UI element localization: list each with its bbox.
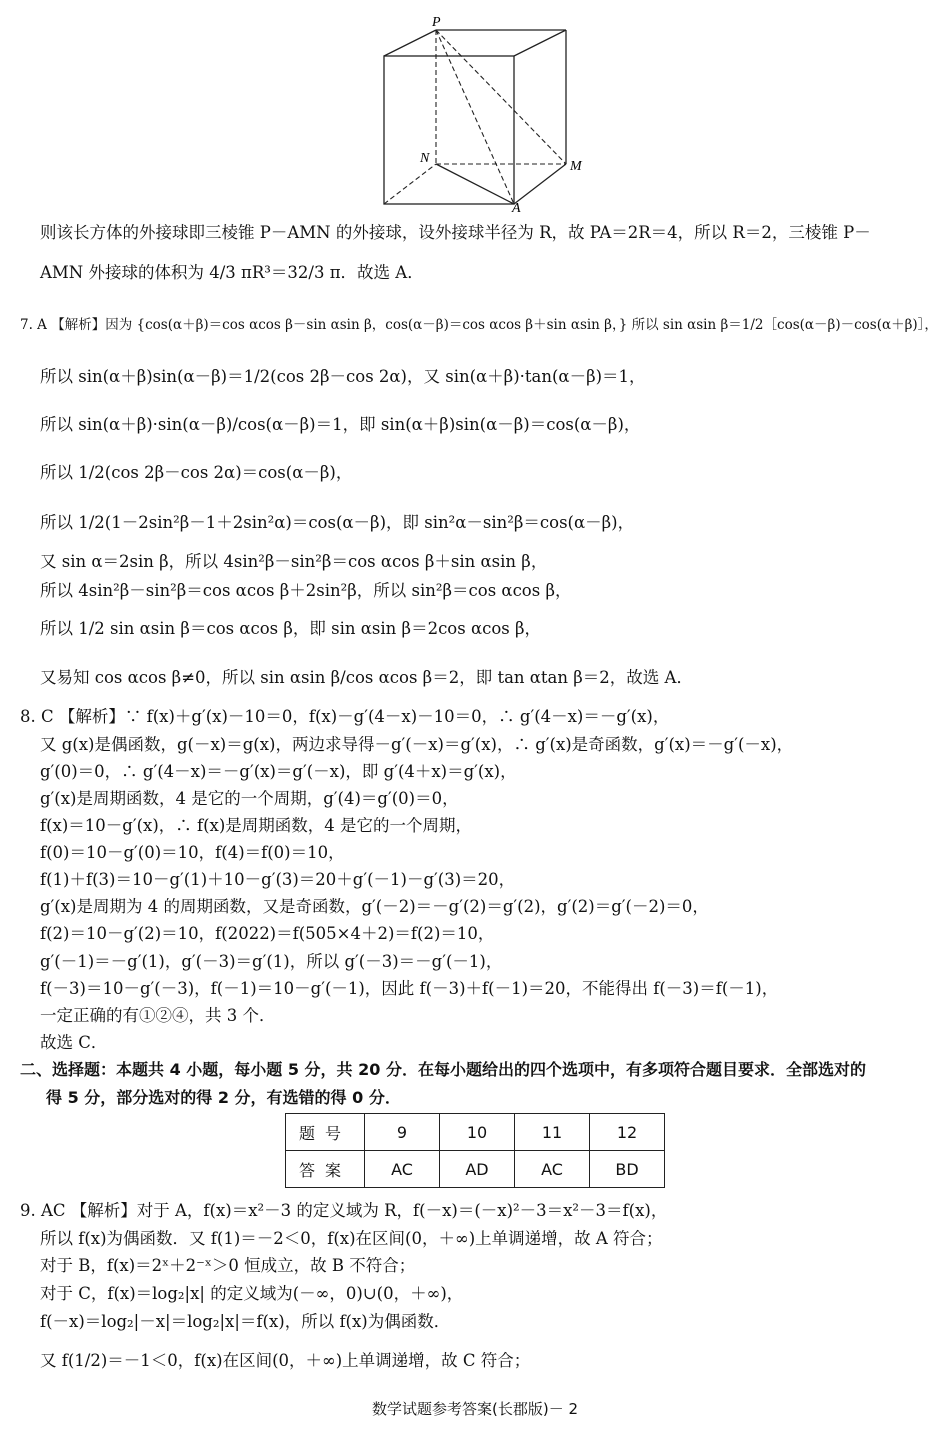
q7-line-5: 又 sin α＝2sin β，所以 4sin²β－sin²β＝cos αcos β＋sin αsin β，	[40, 552, 548, 571]
answer-table	[285, 1113, 665, 1188]
q9-line-1: 所以 f(x)为偶函数．又 f(1)＝－2＜0，f(x)在区间(0，＋∞)上单调递增，故 A 符合；	[40, 1229, 663, 1248]
table-header-label: 题号	[286, 1114, 365, 1151]
q8-line-4: f(x)＝10－g′(x)，∴ f(x)是周期函数，4 是它的一个周期，	[40, 816, 473, 835]
table-answer-label: 答案	[286, 1151, 365, 1188]
table-cell-q10: 10	[440, 1114, 515, 1151]
label-A: A	[512, 201, 521, 212]
label-P: P	[432, 15, 441, 30]
q8-line-0: 8. C 【解析】∵ f(x)＋g′(x)－10＝0，f(x)－g′(4－x)－10＝0，∴ g′(4－x)＝－g′(x)，	[20, 707, 670, 726]
table-cell-q12: 12	[590, 1114, 665, 1151]
table-cell-q9: 9	[365, 1114, 440, 1151]
q6-line-2: AMN 外接球的体积为 4/3 πR³＝32/3 π．故选 A．	[40, 263, 424, 282]
table-cell-a10: AD	[440, 1151, 515, 1188]
q8-line-6: f(1)＋f(3)＝10－g′(1)＋10－g′(3)＝20＋g′(－1)－g′(3)＝20，	[40, 870, 516, 889]
q8-line-3: g′(x)是周期函数，4 是它的一个周期，g′(4)＝g′(0)＝0，	[40, 789, 459, 808]
q7-line-3: 所以 1/2(cos 2β－cos 2α)＝cos(α－β)，	[40, 463, 353, 482]
q7-line-6: 所以 4sin²β－sin²β＝cos αcos β＋2sin²β，所以 sin²β＝cos αcos β，	[40, 581, 572, 600]
label-M: M	[570, 159, 582, 174]
q9-line-5: 又 f(1/2)＝－1＜0，f(x)在区间(0，＋∞)上单调递增，故 C 符合；	[40, 1351, 531, 1370]
label-N: N	[420, 151, 430, 166]
q8-line-9: g′(－1)＝－g′(1)，g′(－3)＝g′(1)，所以 g′(－3)＝－g′(－1)，	[40, 952, 503, 971]
q9-line-3: 对于 C，f(x)＝log₂|x| 的定义域为(－∞，0)∪(0，＋∞)，	[40, 1284, 464, 1303]
table-cell-a12: BD	[590, 1151, 665, 1188]
q8-line-7: g′(x)是周期为 4 的周期函数，又是奇函数，g′(－2)＝－g′(2)＝g′(2)，g′(2)＝g′(－2)＝0，	[40, 897, 709, 916]
q9-line-4: f(－x)＝log₂|－x|＝log₂|x|＝f(x)，所以 f(x)为偶函数．	[40, 1312, 451, 1331]
q7-line-7: 所以 1/2 sin αsin β＝cos αcos β，即 sin αsin β＝2cos αcos β，	[40, 619, 542, 638]
q8-line-11: 一定正确的有①②④，共 3 个．	[40, 1006, 276, 1025]
q6-line-1: 则该长方体的外接球即三棱锥 P－AMN 的外接球，设外接球半径为 R，故 PA＝2R＝4，所以 R＝2，三棱锥 P－	[40, 223, 871, 242]
q8-line-10: f(－3)＝10－g′(－3)，f(－1)＝10－g′(－1)，因此 f(－3)＋f(－1)＝20，不能得出 f(－3)＝f(－1)，	[40, 979, 779, 998]
section2-heading-line-2: 得 5 分，部分选对的得 2 分，有选错的得 0 分．	[46, 1088, 401, 1107]
q7-line-0: 7. A 【解析】因为 {cos(α＋β)＝cos αcos β－sin αsin β，cos(α－β)＝cos αcos β＋sin αsin β，} 所以 sin αsin β＝1/2［cos(α－β)－cos(α＋β)］，	[20, 317, 938, 333]
cuboid-figure	[360, 12, 600, 212]
table-cell-q11: 11	[515, 1114, 590, 1151]
q7-line-4: 所以 1/2(1－2sin²β－1＋2sin²α)＝cos(α－β)，即 sin²α－sin²β＝cos(α－β)，	[40, 513, 635, 532]
q7-line-1: 所以 sin(α＋β)sin(α－β)＝1/2(cos 2β－cos 2α)，又 sin(α＋β)·tan(α－β)＝1，	[40, 367, 646, 386]
table-cell-a11: AC	[515, 1151, 590, 1188]
page-footer: 数学试题参考答案(长郡版)－ 2	[371, 1400, 579, 1418]
q9-line-2: 对于 B，f(x)＝2ˣ＋2⁻ˣ＞0 恒成立，故 B 不符合；	[40, 1256, 416, 1275]
section2-heading-line-1: 二、选择题：本题共 4 小题，每小题 5 分，共 20 分．在每小题给出的四个选项中，有多项符合题目要求．全部选对的	[20, 1060, 866, 1079]
table-cell-a9: AC	[365, 1151, 440, 1188]
q7-line-2: 所以 sin(α＋β)·sin(α－β)/cos(α－β)＝1，即 sin(α＋β)sin(α－β)＝cos(α－β)，	[40, 415, 641, 434]
q8-line-8: f(2)＝10－g′(2)＝10，f(2022)＝f(505×4＋2)＝f(2)＝10，	[40, 924, 495, 943]
q8-line-5: f(0)＝10－g′(0)＝10，f(4)＝f(0)＝10，	[40, 843, 345, 862]
q8-line-2: g′(0)＝0，∴ g′(4－x)＝－g′(x)＝g′(－x)，即 g′(4＋x)＝g′(x)，	[40, 762, 517, 781]
q8-line-12: 故选 C．	[40, 1033, 108, 1052]
table-row-answers	[286, 1151, 665, 1188]
q7-line-8: 又易知 cos αcos β≠0，所以 sin αsin β/cos αcos β＝2，即 tan αtan β＝2，故选 A．	[40, 668, 693, 687]
table-row-questions	[286, 1114, 665, 1151]
q9-line-0: 9. AC 【解析】对于 A，f(x)＝x²－3 的定义域为 R，f(－x)＝(－x)²－3＝x²－3＝f(x)，	[20, 1201, 668, 1220]
q8-line-1: 又 g(x)是偶函数，g(－x)＝g(x)，两边求导得－g′(－x)＝g′(x)，∴ g′(x)是奇函数，g′(x)＝－g′(－x)，	[40, 735, 794, 754]
